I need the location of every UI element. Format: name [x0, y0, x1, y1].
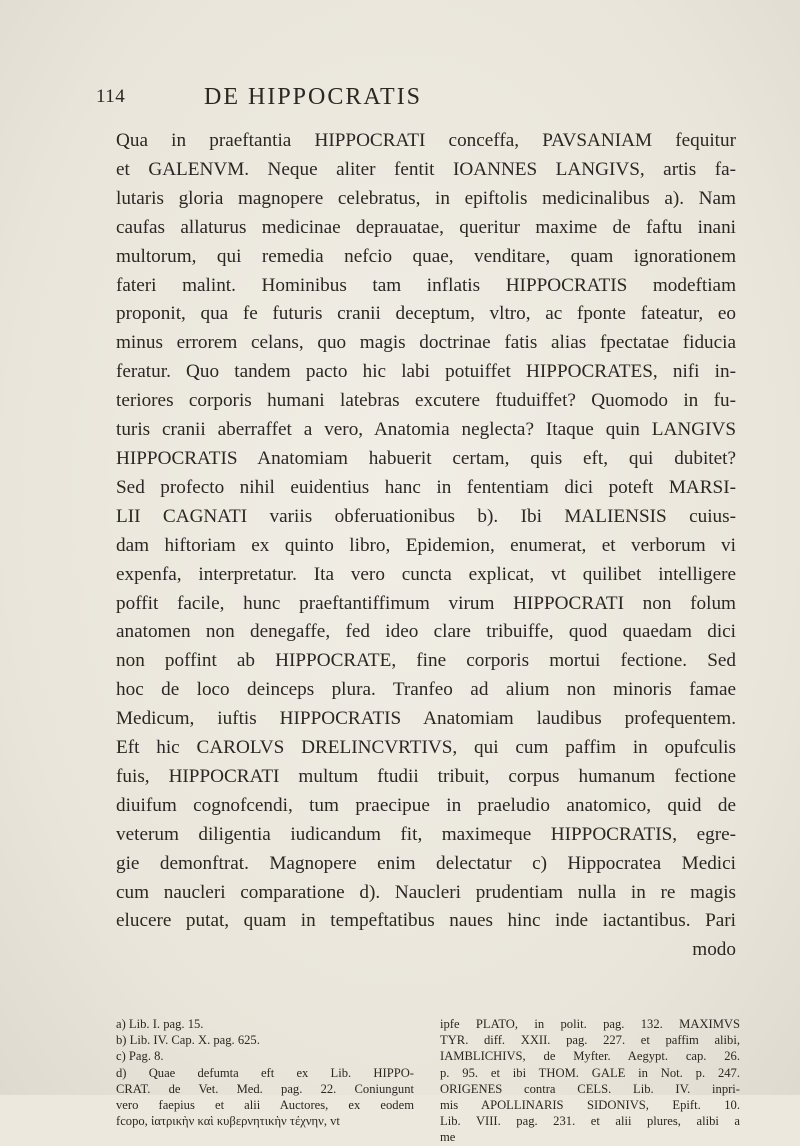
body-text-line: Medicum, iuftis HIPPOCRATIS Anatomiam laudibus profequentem.: [116, 708, 736, 730]
footnote-line: TYR. diff. XXII. pag. 227. et paffim alibi,: [440, 1033, 740, 1048]
body-text-line: expenfa, interpretatur. Ita vero cuncta explicat, vt quilibet intelligere: [116, 563, 736, 585]
footnote-line: p. 95. et ibi THOM. GALE in Not. p. 247.: [440, 1065, 740, 1080]
body-text-line: et GALENVM. Neque aliter fentit IOANNES LANGIVS, artis fa-: [116, 158, 736, 180]
footnote-line: me: [440, 1130, 456, 1145]
footnote-line: ORIGENES contra CELS. Lib. IV. inpri-: [440, 1081, 740, 1096]
body-text-line: anatomen non denegaffe, fed ideo clare tribuiffe, quod quaedam dici: [116, 621, 736, 643]
page-header: [96, 84, 736, 124]
body-text-line: veterum diligentia iudicandum fit, maximeque HIPPOCRATIS, egre-: [116, 823, 736, 845]
footnotes-right-column: [440, 1016, 740, 1146]
body-text-line: turis cranii aberraffet a vero, Anatomia neglecta? Itaque quin LANGIVS: [116, 419, 736, 441]
body-text-line: feratur. Quo tandem pacto hic labi potuiffet HIPPOCRATES, nifi in-: [116, 361, 736, 383]
footnote-line: Lib. VIII. pag. 231. et alii plures, alibi a: [440, 1114, 740, 1129]
body-text-line: elucere putat, quam in tempeftatibus naues hinc inde iactantibus. Pari: [116, 910, 736, 932]
footnote-line: IAMBLICHIVS, de Myfter. Aegypt. cap. 26.: [440, 1049, 740, 1064]
body-text-line: teriores corporis humani latebras excutere ftuduiffet? Quomodo in fu-: [116, 390, 736, 412]
footnote-line: fcopo, ἰατρικὴν καὶ κυβερνητικὴν τέχνην, vt: [116, 1114, 340, 1129]
footnote-line: CRAT. de Vet. Med. pag. 22. Coniungunt: [116, 1081, 414, 1096]
body-text-line: multorum, qui remedia nefcio quae, venditare, quam ignorationem: [116, 245, 736, 267]
page-number: 114: [96, 86, 126, 107]
body-text-line: LII CAGNATI variis obferuationibus b). Ibi MALIENSIS cuius-: [116, 505, 736, 527]
body-text-line: diuifum cognofcendi, tum praecipue in praeludio anatomico, quid de: [116, 794, 736, 816]
footnote-line: mis APOLLINARIS SIDONIVS, Epift. 10.: [440, 1098, 740, 1113]
body-text-line: Sed profecto nihil euidentius hanc in fententiam dici poteft MARSI-: [116, 476, 736, 498]
body-text-line: fateri malint. Hominibus tam inflatis HIPPOCRATIS modeftiam: [116, 274, 736, 296]
catchword: modo: [692, 939, 736, 961]
body-text-line: caufas allaturus medicinae deprauatae, queritur maxime de faftu inani: [116, 216, 736, 238]
footnotes-left-column: [116, 1016, 414, 1129]
body-text-line: HIPPOCRATIS Anatomiam habuerit certam, quis eft, qui dubitet?: [116, 447, 736, 469]
footnote-line: vero faepius et alii Auctores, ex eodem: [116, 1098, 414, 1113]
body-text-line: Eft hic CAROLVS DRELINCVRTIVS, qui cum paffim in opufculis: [116, 737, 736, 759]
footnote-line: c) Pag. 8.: [116, 1049, 164, 1064]
body-text-line: hoc de loco deinceps plura. Tranfeo ad alium non minoris famae: [116, 679, 736, 701]
body-text-line: Qua in praeftantia HIPPOCRATI conceffa, PAVSANIAM fequitur: [116, 130, 736, 151]
running-head: DE HIPPOCRATIS: [204, 84, 423, 110]
footnote-line: d) Quae defumta eft ex Lib. HIPPO-: [116, 1065, 414, 1080]
body-text-line: cum naucleri comparatione d). Naucleri prudentiam nulla in re magis: [116, 881, 736, 903]
footnote-line: b) Lib. IV. Cap. X. pag. 625.: [116, 1033, 260, 1048]
body-text-line: dam hiftoriam ex quinto libro, Epidemion, enumerat, et verborum vi: [116, 534, 736, 556]
footnote-line: ipfe PLATO, in polit. pag. 132. MAXIMVS: [440, 1017, 740, 1031]
body-text-line: non poffint ab HIPPOCRATE, fine corporis mortui fectione. Sed: [116, 650, 736, 672]
body-text-line: gie demonftrat. Magnopere enim delectatur c) Hippocratea Medici: [116, 852, 736, 874]
footnote-line: a) Lib. I. pag. 15.: [116, 1017, 204, 1031]
main-text-block: [116, 127, 736, 965]
body-text-line: minus errorem celans, quo magis doctrinae fatis alias fpectatae fiducia: [116, 332, 736, 354]
body-text-line: proponit, qua fe futuris cranii deceptum, vltro, ac fponte fateatur, eo: [116, 303, 736, 325]
body-text-line: lutaris gloria magnopere celebratus, in epiftolis medicinalibus a). Nam: [116, 187, 736, 209]
body-text-line: fuis, HIPPOCRATI multum ftudii tribuit, corpus humanum fectione: [116, 765, 736, 787]
body-text-line: poffit facile, hunc praeftantiffimum virum HIPPOCRATI non folum: [116, 592, 736, 614]
